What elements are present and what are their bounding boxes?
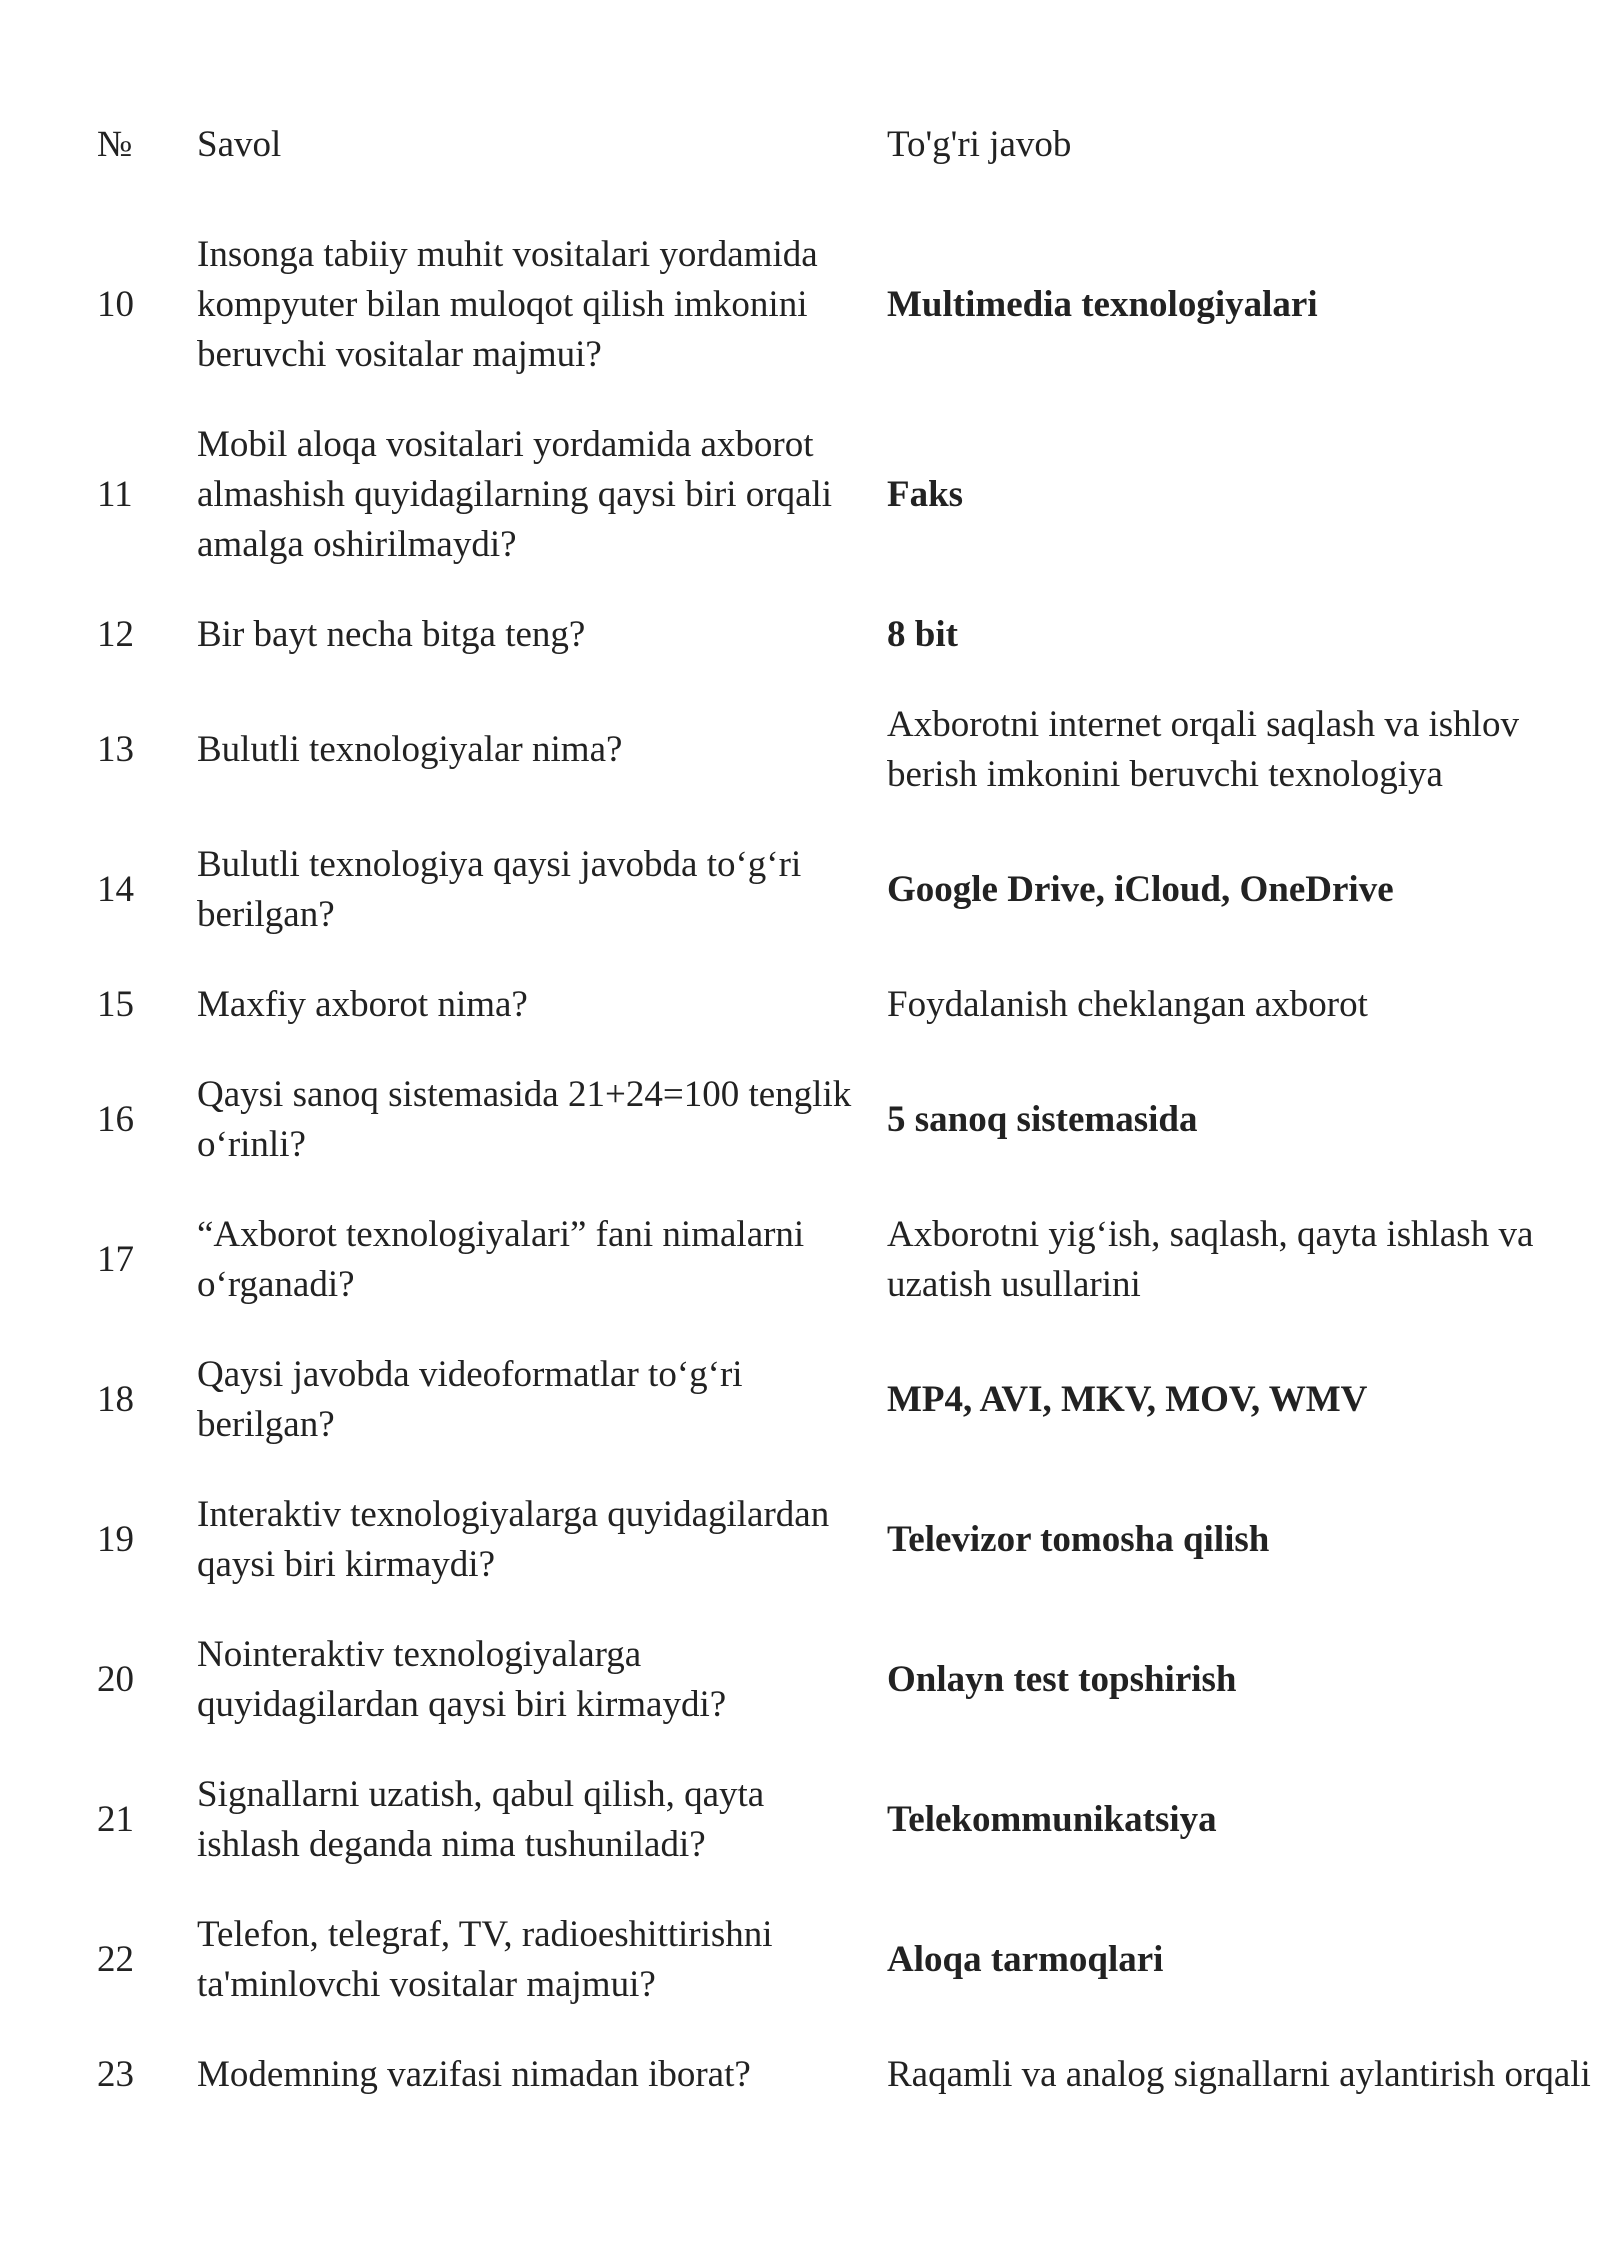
table-row	[97, 820, 1600, 960]
row-question: “Axborot texnologiyalari” fani nimalarni o‘rganadi?	[197, 1214, 805, 1305]
header-row	[97, 120, 1600, 210]
table-row	[97, 590, 1600, 680]
row-number: 15	[97, 984, 134, 1025]
row-answer: 8 bit	[887, 614, 958, 655]
row-question: Signallarni uzatish, qabul qilish, qayta ishlash deganda nima tushuniladi?	[197, 1774, 765, 1865]
row-answer: Telekommunikatsiya	[887, 1799, 1217, 1840]
row-question: Qaysi javobda videoformatlar to‘g‘ri berilgan?	[197, 1354, 743, 1445]
row-number: 21	[97, 1799, 134, 1840]
row-question: Bulutli texnologiya qaysi javobda to‘g‘ri berilgan?	[197, 844, 802, 935]
row-question: Maxfiy axborot nima?	[197, 984, 528, 1025]
row-number: 10	[97, 284, 134, 325]
row-number: 23	[97, 2054, 134, 2095]
row-question: Interaktiv texnologiyalarga quyidagilardan qaysi biri kirmaydi?	[197, 1494, 830, 1585]
row-number: 13	[97, 729, 134, 770]
questions-table	[97, 120, 1600, 2120]
row-number: 12	[97, 614, 134, 655]
row-number: 22	[97, 1939, 134, 1980]
table-row	[97, 1610, 1600, 1750]
row-answer: Foydalanish cheklangan axborot	[887, 984, 1368, 1025]
row-number: 18	[97, 1379, 134, 1420]
row-question: Modemning vazifasi nimadan iborat?	[197, 2054, 751, 2095]
row-number: 16	[97, 1099, 134, 1140]
table-row	[97, 960, 1600, 1050]
row-question: Mobil aloqa vositalari yordamida axborot almashish quyidagilarning qaysi biri orqali amalga oshirilmaydi?	[197, 424, 833, 565]
table-row	[97, 1750, 1600, 1890]
table-row	[97, 1050, 1600, 1190]
table-row	[97, 680, 1600, 820]
row-answer: Aloqa tarmoqlari	[887, 1939, 1164, 1980]
row-answer: Televizor tomosha qilish	[887, 1519, 1270, 1560]
table-row	[97, 210, 1600, 400]
row-question: Qaysi sanoq sistemasida 21+24=100 tenglik o‘rinli?	[197, 1074, 852, 1165]
row-question: Bir bayt necha bitga teng?	[197, 614, 586, 655]
table-row	[97, 1190, 1600, 1330]
table-row	[97, 400, 1600, 590]
row-answer: Onlayn test topshirish	[887, 1659, 1237, 1700]
row-answer: MP4, AVI, MKV, MOV, WMV	[887, 1379, 1368, 1420]
row-answer: Faks	[887, 474, 964, 515]
table-row	[97, 2030, 1600, 2120]
row-number: 14	[97, 869, 134, 910]
header-question: Savol	[197, 124, 282, 165]
row-answer: Axborotni internet orqali saqlash va ishlov berish imkonini beruvchi texnologiya	[887, 704, 1519, 795]
table-row	[97, 1330, 1600, 1470]
row-question: Telefon, telegraf, TV, radioeshittirishni ta'minlovchi vositalar majmui?	[197, 1914, 773, 2005]
row-answer: Multimedia texnologiyalari	[887, 284, 1318, 325]
row-number: 20	[97, 1659, 134, 1700]
row-answer: 5 sanoq sistemasida	[887, 1099, 1198, 1140]
row-answer: Axborotni yig‘ish, saqlash, qayta ishlash va uzatish usullarini	[887, 1214, 1534, 1305]
row-question: Nointeraktiv texnologiyalarga quyidagilardan qaysi biri kirmaydi?	[197, 1634, 727, 1725]
header-number: №	[97, 124, 133, 165]
table-row	[97, 1470, 1600, 1610]
row-answer: Raqamli va analog signallarni aylantirish orqali	[887, 2054, 1591, 2095]
header-answer: To'g'ri javob	[887, 124, 1072, 165]
row-number: 17	[97, 1239, 134, 1280]
row-answer: Google Drive, iCloud, OneDrive	[887, 869, 1394, 910]
row-number: 19	[97, 1519, 134, 1560]
table-body	[97, 210, 1600, 2120]
table-header	[97, 120, 1600, 210]
row-question: Insonga tabiiy muhit vositalari yordamida kompyuter bilan muloqot qilish imkonini beruvchi vositalar majmui?	[197, 234, 818, 375]
row-number: 11	[97, 474, 133, 515]
table-row	[97, 1890, 1600, 2030]
row-question: Bulutli texnologiyalar nima?	[197, 729, 623, 770]
